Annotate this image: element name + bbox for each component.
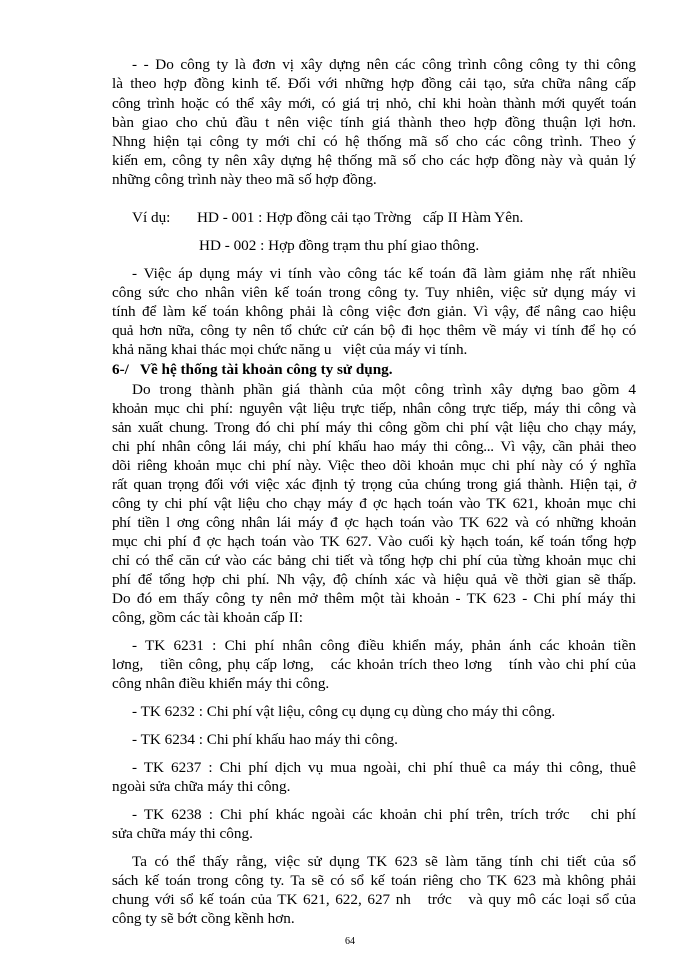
- list-item: - TK 6234 : Chi phí khấu hao máy thi công.: [132, 731, 398, 748]
- page-number: 64: [345, 936, 355, 947]
- text-line: khả năng khai thác mọi chức năng u việt của máy vi tính.: [112, 341, 468, 358]
- text-line: là theo hợp đồng kinh tế. Đối với những hợp đồng cải tạo, sửa chữa nâng cấp: [112, 75, 636, 92]
- text-line: công sức cho nhân viên kế toán trong công ty. Tuy nhiên, việc sử dụng máy vi: [112, 284, 636, 301]
- text-line: sách kế toán trong công ty. Ta sẽ có sổ kế toán riêng cho TK 623 mà không phải: [112, 872, 636, 889]
- text-line: quả hơn nữa, công ty nên tổ chức cử cán bộ đi học thêm về máy vi tính để họ có: [112, 322, 636, 339]
- text-line: chi phí nhân công lái máy, chi phí khấu hao máy thi công... Vì vậy, cần phải theo: [112, 438, 636, 455]
- list-item: - TK 6232 : Chi phí vật liệu, công cụ dụng cụ dùng cho máy thi công.: [132, 703, 556, 720]
- text-line: công ty chi phí vật liệu cho chạy máy đ ợc hạch toán vào TK 621, khoản mục chi: [112, 495, 636, 512]
- text-line: - Việc áp dụng máy vi tính vào công tác kế toán đã làm giảm nhẹ rất nhiều: [132, 265, 636, 282]
- list-item: - TK 6231 : Chi phí nhân công điều khiển máy, phản ánh các khoản tiền: [132, 637, 636, 654]
- text-line: công nhân điều khiển máy thi công.: [112, 675, 330, 692]
- text-line: công ty sẽ bớt cồng kềnh hơn.: [112, 910, 295, 927]
- text-line: bàn giao cho chủ đầu t nên việc tính giá thành theo hợp đồng thuận lợi hơn.: [112, 114, 636, 131]
- text-line: phí tiền l ơng công nhân lái máy đ ợc hạch toán vào TK 622 và có những khoản: [112, 514, 636, 531]
- text-line: chung với sổ kế toán của TK 621, 622, 627 nh trớc và quy mô các loại sổ của: [112, 891, 636, 908]
- text-line: - - Do công ty là đơn vị xây dựng nên các công trình công công ty thi công: [132, 56, 636, 73]
- text-line: những công trình này theo mã số hợp đồng.: [112, 171, 377, 188]
- example-line: Ví dụ: HD - 001 : Hợp đồng cải tạo Trờng cấp II Hàm Yên.: [132, 209, 524, 226]
- text-line: sản xuất chung. Trong đó chi phí máy thi công gồm chi phí vật liệu cho chạy máy,: [112, 419, 636, 436]
- text-line: Do đó em thấy công ty nên mở thêm một tài khoản - TK 623 - Chi phí máy thi: [112, 590, 636, 607]
- text-line: Do trong thành phần giá thành của một công trình xây dựng bao gồm 4: [132, 381, 636, 398]
- text-line: tính để làm kế toán không phải là công việc đơn giản. Vì vậy, để nâng cao hiệu: [112, 303, 636, 320]
- text-line: khoản mục chi phí: nguyên vật liệu trực tiếp, nhân công trực tiếp, máy thi công và: [112, 400, 636, 417]
- text-line: phí để tổng hợp chi phí. Nh vậy, độ chính xác và hiệu quả về thời gian sẽ thấp.: [112, 571, 636, 588]
- section-heading: 6-/ Về hệ thống tài khoản công ty sử dụng.: [112, 361, 393, 378]
- text-line: Nhng hiện tại công ty mới chỉ có hệ thống mã số cho các công trình. Theo ý: [112, 133, 636, 150]
- text-line: sửa chữa máy thi công.: [112, 825, 253, 842]
- text-line: kiến em, công ty nên xây dựng hệ thống mã số cho các hợp đồng này và quản lý: [112, 152, 636, 169]
- text-line: dõi riêng khoản mục chi phí này. Việc theo dõi khoản mục chi phí này có ý nghĩa: [112, 457, 636, 474]
- list-item: - TK 6237 : Chi phí dịch vụ mua ngoài, chi phí thuê ca máy thi công, thuê: [132, 759, 636, 776]
- text-line: Ta có thể thấy rằng, việc sử dụng TK 623 sẽ làm tăng tính chi tiết của sổ: [132, 853, 636, 870]
- example-line: HD - 002 : Hợp đồng trạm thu phí giao thông.: [199, 237, 480, 254]
- list-item: - TK 6238 : Chi phí khác ngoài các khoản chi phí trên, trích trớc chi phí: [132, 806, 636, 823]
- text-line: rất quan trọng đối với việc xác định tỷ trọng của chúng trong giá thành. Hiện tại, ở: [112, 476, 636, 493]
- text-line: lơng, tiền công, phụ cấp lơng, các khoản trích theo lơng tính vào chi phí của: [112, 656, 636, 673]
- text-line: ngoài sửa chữa máy thi công.: [112, 778, 291, 795]
- text-line: mục chi phí đ ợc hạch toán vào TK 627. Vào cuối kỳ hạch toán, kế toán tổng hợp: [112, 533, 636, 550]
- text-line: chỉ có thể căn cứ vào các bảng chi tiết và tổng hợp chi phí của từng khoản mục chi: [112, 552, 636, 569]
- text-line: công trình hoặc có thể xây mới, có giá trị nhỏ, chỉ khi hoàn thành mới quyết toán: [112, 95, 636, 112]
- text-line: công, gồm các tài khoản cấp II:: [112, 609, 304, 626]
